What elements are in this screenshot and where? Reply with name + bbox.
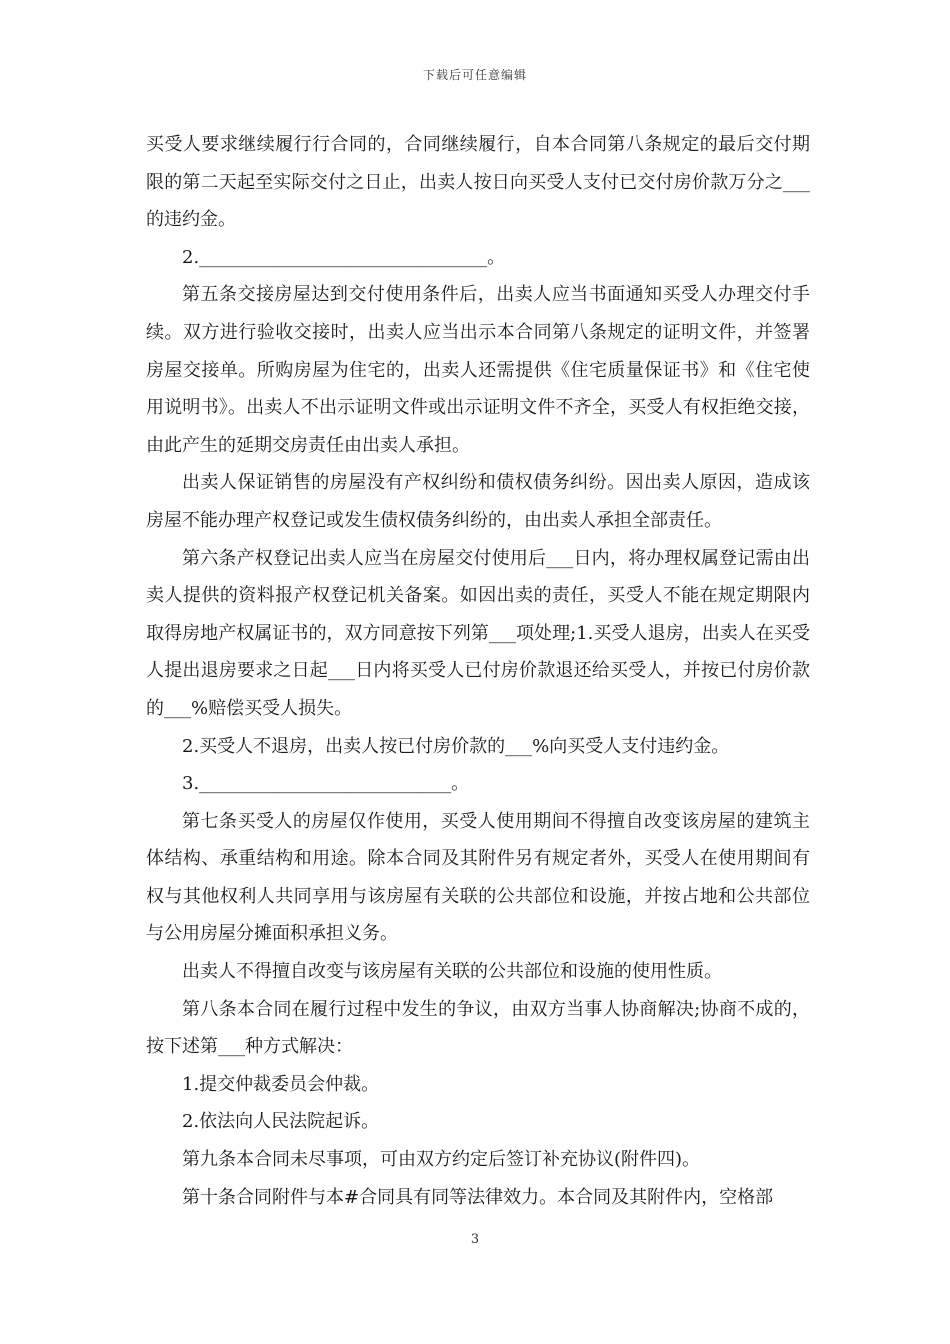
paragraph-10: 第八条本合同在履行过程中发生的争议，由双方当事人协商解决;协商不成的，按下述第___种方式解决： bbox=[146, 998, 810, 1058]
paragraph-9: 出卖人不得擅自改变与该房屋有关联的公共部位和设施的使用性质。 bbox=[182, 961, 722, 983]
paragraph-5: 第六条产权登记出卖人应当在房屋交付使用后___日内，将办理权属登记需由出卖人提供的资料报产权登记机关备案。如因出卖的责任，买受人不能在规定期限内取得房地产权属证书的，双方同意按下列第___项处理;1.买受人退房，出卖人在买受人提出退房要求之日起___日内将买受人已付房价款退还给买受人，并按已付房价款的___%赔偿买受人损失。 bbox=[146, 547, 810, 719]
paragraph-7: 3.____________________________。 bbox=[182, 773, 470, 795]
document-body bbox=[146, 126, 810, 1216]
paragraph-11: 1.提交仲裁委员会仲裁。 bbox=[182, 1073, 380, 1095]
paragraph-13: 第九条本合同未尽事项，可由双方约定后签订补充协议(附件四)。 bbox=[182, 1149, 701, 1171]
page-header: 下载后可任意编辑 bbox=[422, 68, 527, 82]
paragraph-2: 2.________________________________。 bbox=[182, 246, 506, 268]
paragraph-1: 买受人要求继续履行行合同的，合同继续履行，自本合同第八条规定的最后交付期限的第二天起至实际交付之日止，出卖人按日向买受人支付已交付房价款万分之___的违约金。 bbox=[146, 134, 810, 231]
page-number: 3 bbox=[470, 1232, 480, 1247]
paragraph-12: 2.依法向人民法院起诉。 bbox=[182, 1111, 380, 1133]
paragraph-14: 第十条合同附件与本#合同具有同等法律效力。本合同及其附件内，空格部 bbox=[182, 1186, 774, 1208]
paragraph-6: 2.买受人不退房，出卖人按已付房价款的___%向买受人支付违约金。 bbox=[182, 735, 730, 757]
paragraph-8: 第七条买受人的房屋仅作使用，买受人使用期间不得擅自改变该房屋的建筑主体结构、承重结构和用途。除本合同及其附件另有规定者外，买受人在使用期间有权与其他权利人共同享用与该房屋有关联的公共部位和设施，并按占地和公共部位与公用房屋分摊面积承担义务。 bbox=[146, 810, 810, 945]
paragraph-4: 出卖人保证销售的房屋没有产权纠纷和债权债务纠纷。因出卖人原因，造成该房屋不能办理产权登记或发生债权债务纠纷的，由出卖人承担全部责任。 bbox=[146, 472, 810, 531]
paragraph-3: 第五条交接房屋达到交付使用条件后，出卖人应当书面通知买受人办理交付手续。双方进行验收交接时，出卖人应当出示本合同第八条规定的证明文件，并签署房屋交接单。所购房屋为住宅的，出卖人还需提供《住宅质量保证书》和《住宅使用说明书》。出卖人不出示证明文件或出示证明文件不齐全，买受人有权拒绝交接，由此产生的延期交房责任由出卖人承担。 bbox=[146, 284, 810, 456]
